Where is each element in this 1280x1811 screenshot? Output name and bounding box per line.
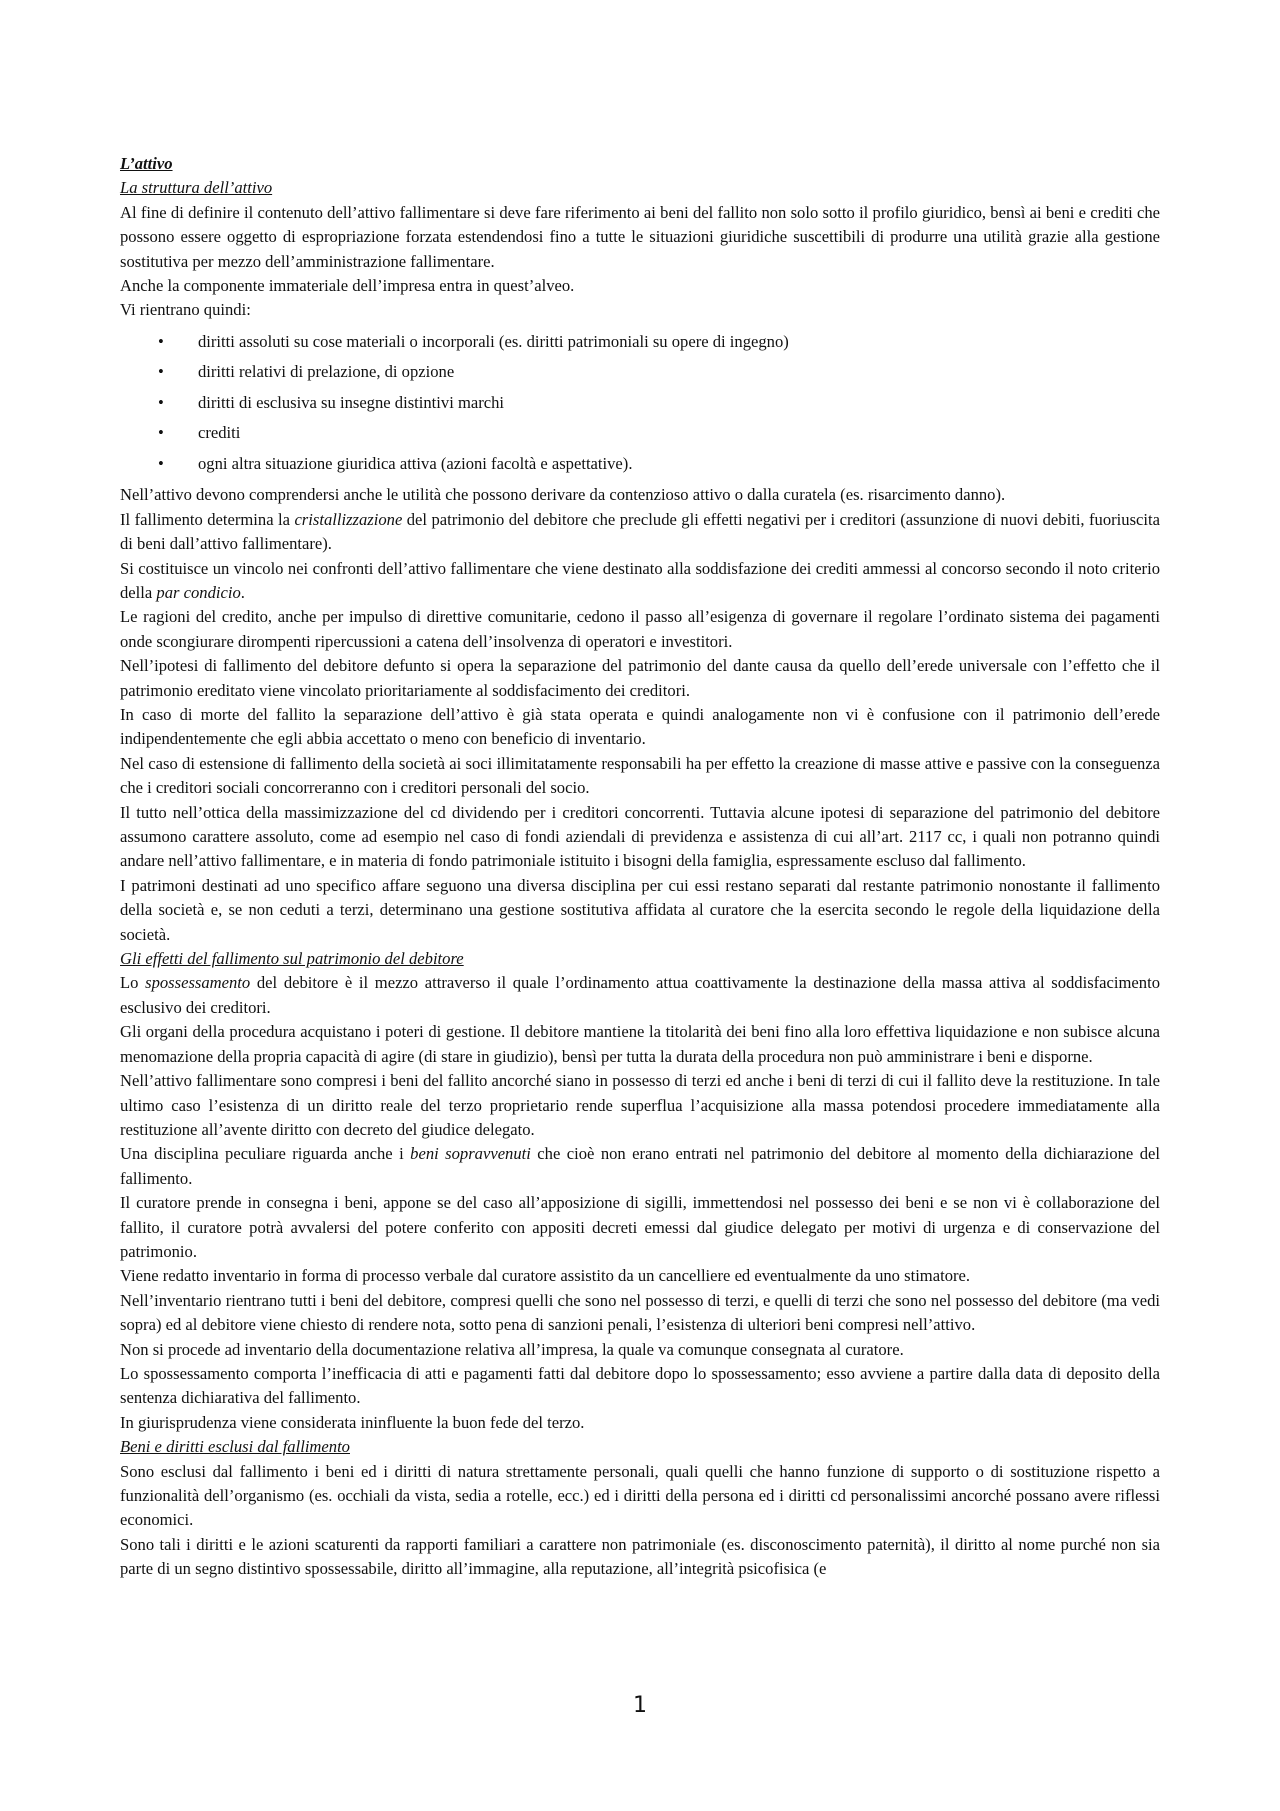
paragraph: Vi rientrano quindi: bbox=[120, 300, 251, 320]
paragraph: I patrimoni destinati ad uno specifico affare seguono una diversa disciplina per cui essi restano separati dal restante patrimonio nonostante il fallimento della società e, se non ceduti a terzi, determinano una gestione sostitutiva affidata al curatore che la esercita secondo le regole della liquidazione della società. bbox=[120, 875, 1160, 944]
bullet-icon: • bbox=[158, 331, 164, 351]
bullet-icon: • bbox=[158, 392, 164, 412]
paragraph: Viene redatto inventario in forma di processo verbale dal curatore assistito da un cancelliere ed eventualmente da uno stimatore. bbox=[120, 1266, 971, 1286]
section-heading: La struttura dell’attivo bbox=[120, 178, 273, 198]
list-item: • diritti assoluti su cose materiali o incorporali (es. diritti patrimoniali su opere di ingegno) bbox=[120, 327, 1160, 358]
emphasis: cristallizzazione bbox=[294, 509, 403, 529]
section-heading: Beni e diritti esclusi dal fallimento bbox=[120, 1437, 350, 1457]
paragraph: Sono esclusi dal fallimento i beni ed i diritti di natura strettamente personali, quali quelli che hanno funzione di supporto o di sostituzione rispetto a funzionalità dell’organismo (es. occhiali da vista, sedia a rotelle, ecc.) ed i diritti della persona ed i diritti cd personalissimi ancorché possano avere riflessi economici. bbox=[120, 1461, 1160, 1530]
list-item: • diritti di esclusiva su insegne distintivi marchi bbox=[120, 388, 1160, 419]
emphasis: spossessamento bbox=[145, 973, 251, 993]
bullet-icon: • bbox=[158, 453, 164, 473]
paragraph: Gli organi della procedura acquistano i poteri di gestione. Il debitore mantiene la titolarità dei beni fino alla loro effettiva liquidazione e non subisce alcuna menomazione della propria capacità di agire (di stare in giudizio), bensì per tutta la durata della procedura non può amministrare i beni e disporne. bbox=[120, 1022, 1160, 1066]
paragraph: Il curatore prende in consegna i beni, appone se del caso all’apposizione di sigilli, immettendosi nel possesso dei beni e se non vi è collaborazione del fallito, il curatore potrà avvalersi del potere conferito con appositi decreti emessi dal giudice delegato per motivi di urgenza e di conservazione del patrimonio. bbox=[120, 1193, 1160, 1261]
emphasis: par condicio bbox=[156, 582, 241, 602]
document-page bbox=[120, 152, 1160, 1582]
paragraph: Una disciplina peculiare riguarda anche i beni sopravvenuti che cioè non erano entrati nel patrimonio del debitore al momento della dichiarazione del fallimento. bbox=[120, 1144, 1160, 1188]
paragraph: Il fallimento determina la cristallizzazione del patrimonio del debitore che preclude gli effetti negativi per i creditori (assunzione di nuovi debiti, fuoriuscita di beni dall’attivo fallimentare). bbox=[120, 509, 1160, 554]
list-item: • crediti bbox=[120, 418, 1160, 449]
paragraph: Le ragioni del credito, anche per impulso di direttive comunitarie, cedono il passo all’esigenza di governare il regolare l’ordinato sistema dei pagamenti onde scongiurare dirompenti ripercussioni a catena dell’insolvenza di operatori e investitori. bbox=[120, 607, 1160, 651]
paragraph: Nell’attivo fallimentare sono compresi i beni del fallito ancorché siano in possesso di terzi ed anche i beni di terzi di cui il fallito deve la restituzione. In tale ultimo caso l’esistenza di un diritto reale del terzo proprietario rende superflua l’acquisizione alla massa potendosi procedere immediatamente alla restituzione all’avente diritto con decreto del giudice delegato. bbox=[120, 1071, 1160, 1139]
paragraph: Anche la componente immateriale dell’impresa entra in quest’alveo. bbox=[120, 276, 575, 296]
paragraph: Nell’attivo devono comprendersi anche le utilità che possono derivare da contenzioso attivo o dalla curatela (es. risarcimento danno). bbox=[120, 485, 1006, 505]
paragraph: Nell’inventario rientrano tutti i beni del debitore, compresi quelli che sono nel possesso di terzi, e quelli di terzi che sono nel possesso del debitore (ma vedi sopra) ed al debitore viene chiesto di rendere nota, sotto pena di sanzioni penali, l’esistenza di ulteriori beni compresi nell’attivo. bbox=[120, 1290, 1160, 1335]
bullet-list bbox=[120, 327, 1160, 480]
list-item: • diritti relativi di prelazione, di opzione bbox=[120, 357, 1160, 388]
paragraph: Lo spossessamento comporta l’inefficacia di atti e pagamenti fatti dal debitore dopo lo spossessamento; esso avviene a partire dalla data di deposito della sentenza dichiarativa del fallimento. bbox=[120, 1363, 1160, 1408]
paragraph: Lo spossessamento del debitore è il mezzo attraverso il quale l’ordinamento attua coattivamente la destinazione della massa attiva al soddisfacimento esclusivo dei creditori. bbox=[120, 973, 1160, 1017]
paragraph: In giurisprudenza viene considerata ininfluente la buon fede del terzo. bbox=[120, 1412, 585, 1432]
paragraph: Si costituisce un vincolo nei confronti dell’attivo fallimentare che viene destinato alla soddisfazione dei crediti ammessi al concorso secondo il noto criterio della par condicio. bbox=[120, 558, 1160, 602]
paragraph: Nel caso di estensione di fallimento della società ai soci illimitatamente responsabili ha per effetto la creazione di masse attive e passive con la conseguenza che i creditori sociali concorreranno con i creditori personali del socio. bbox=[120, 753, 1160, 798]
paragraph: Al fine di definire il contenuto dell’attivo fallimentare si deve fare riferimento ai beni del fallito non solo sotto il profilo giuridico, bensì ai beni e crediti che possono essere oggetto di espropriazione forzata estendendosi fino a tutte le situazioni giuridiche suscettibili di produrre una utilità grazie alla gestione sostitutiva per mezzo dell’amministrazione fallimentare. bbox=[120, 202, 1160, 271]
paragraph: Nell’ipotesi di fallimento del debitore defunto si opera la separazione del patrimonio del dante causa da quello dell’erede universale con l’effetto che il patrimonio ereditato viene vincolato prioritariamente al soddisfacimento dei creditori. bbox=[120, 656, 1160, 700]
bullet-icon: • bbox=[158, 423, 164, 443]
paragraph: Il tutto nell’ottica della massimizzazione del cd dividendo per i creditori concorrenti. Tuttavia alcune ipotesi di separazione del patrimonio del debitore assumono carattere assoluto, come ad esempio nel caso di fondi aziendali di previdenza e assistenza di cui all’art. 2117 cc, i quali non potranno quindi andare nell’attivo fallimentare, e in materia di fondo patrimoniale istituito i bisogni della famiglia, espressamente escluso dal fallimento. bbox=[120, 802, 1160, 871]
document-title: L’attivo bbox=[120, 154, 173, 173]
page-number: 1 bbox=[633, 1693, 647, 1718]
paragraph: Non si procede ad inventario della documentazione relativa all’impresa, la quale va comunque consegnata al curatore. bbox=[120, 1339, 904, 1359]
paragraph: Sono tali i diritti e le azioni scaturenti da rapporti familiari a carattere non patrimoniale (es. disconoscimento paternità), il diritto al nome purché non sia parte di un segno distintivo spossessabile, diritto all’immagine, alla reputazione, all’integrità psicofisica (e bbox=[120, 1534, 1160, 1579]
section-heading: Gli effetti del fallimento sul patrimonio del debitore bbox=[120, 949, 464, 969]
bullet-icon: • bbox=[158, 362, 164, 382]
list-item: • ogni altra situazione giuridica attiva (azioni facoltà e aspettative). bbox=[120, 449, 1160, 480]
emphasis: beni sopravvenuti bbox=[410, 1144, 531, 1164]
paragraph: In caso di morte del fallito la separazione dell’attivo è già stata operata e quindi analogamente non vi è confusione con il patrimonio dell’erede indipendentemente che egli abbia accettato o meno con beneficio di inventario. bbox=[120, 705, 1160, 749]
